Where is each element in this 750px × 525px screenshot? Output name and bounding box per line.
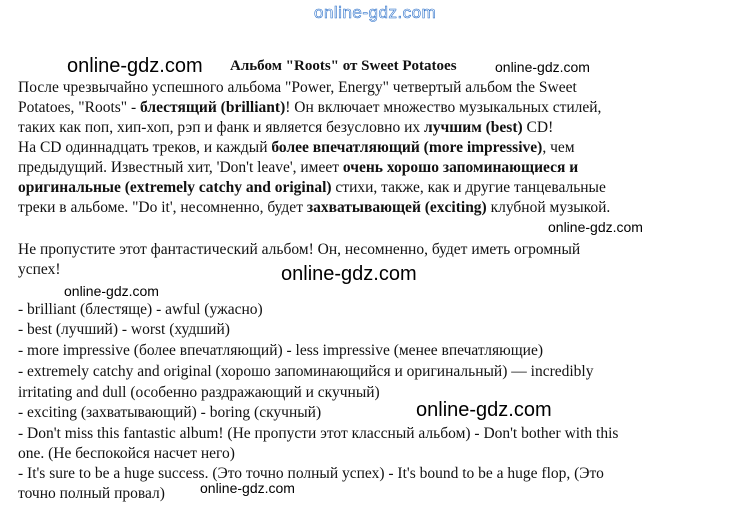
list-item: - more impressive (более впечатляющий) - less impressive (менее впечатляющие) <box>18 342 543 359</box>
text-line: предыдущий. Известный хит, 'Don't leave', имеет очень хорошо запоминающиеся и <box>18 159 579 176</box>
list-item: - It's sure to be a huge success. (Это точно полный успех) - It's bound to be a huge flop, (Это <box>18 465 604 482</box>
list-item: - extremely catchy and original (хорошо запоминающийся и оригинальный) — incredibly <box>18 363 594 380</box>
watermark: online-gdz.com <box>548 219 643 235</box>
watermark: online-gdz.com <box>416 399 552 421</box>
highlight: захватывающей (exciting) <box>306 199 487 216</box>
highlight: лучшим (best) <box>424 119 523 136</box>
list-item: - brilliant (блестяще) - awful (ужасно) <box>18 301 263 318</box>
list-item: точно полный провал) <box>18 485 165 502</box>
list-item: one. (Не беспокойся насчет него) <box>18 445 235 462</box>
text-line: После чрезвычайно успешного альбома "Power, Energy" четвертый альбом the Sweet <box>18 79 577 96</box>
article-title: Альбом "Roots" от Sweet Potatoes <box>230 58 457 74</box>
text-line: оригинальные (extremely catchy and original) стихи, также, как и другие танцевальные <box>18 179 606 196</box>
text-line: успех! <box>18 261 61 278</box>
list-item: - Don't miss this fantastic album! (Не пропусти этот классный альбом) - Don't bother with this <box>18 425 619 442</box>
highlight: более впечатляющий (more impressive) <box>271 139 543 156</box>
text-line: Potatoes, "Roots" - блестящий (brilliant)! Он включает множество музыкальных стилей, <box>18 99 602 116</box>
watermark: online-gdz.com <box>200 480 295 496</box>
watermark-top: online-gdz.com <box>314 3 437 22</box>
highlight: оригинальные (extremely catchy and original) <box>18 179 332 196</box>
text-line: таких как поп, хип-хоп, рэп и фанк и является безусловно их лучшим (best) CD! <box>18 119 554 136</box>
highlight: очень хорошо запоминающиеся и <box>342 159 579 176</box>
watermark: online-gdz.com <box>64 283 159 299</box>
text-line: Не пропустите этот фантастический альбом! Он, несомненно, будет иметь огромный <box>18 241 581 258</box>
watermark: online-gdz.com <box>495 59 590 75</box>
list-item: irritating and dull (особенно раздражающий и скучный) <box>18 384 380 401</box>
text-line: На CD одиннадцать треков, и каждый более впечатляющий (more impressive), чем <box>18 139 575 156</box>
list-item: - exciting (захватывающий) - boring (скучный) <box>18 404 322 421</box>
highlight: блестящий (brilliant) <box>140 99 286 116</box>
list-item: - best (лучший) - worst (худший) <box>18 321 230 338</box>
watermark: online-gdz.com <box>67 55 203 77</box>
watermark: online-gdz.com <box>281 263 417 285</box>
text-line: треки в альбоме. "Do it', несомненно, будет захватывающей (exciting) клубной музыкой. <box>18 199 611 216</box>
